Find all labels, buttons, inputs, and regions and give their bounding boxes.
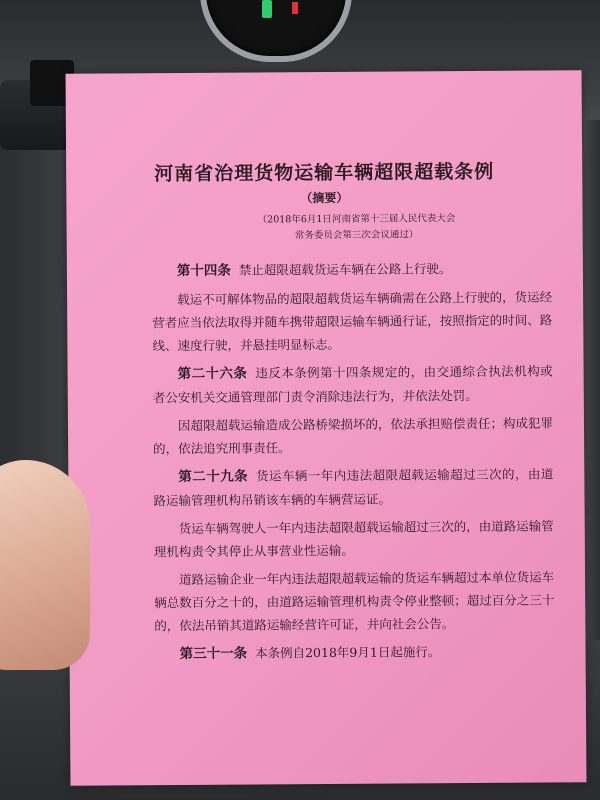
paragraph-text: 本条例自2018年9月1日起施行。 [255, 644, 441, 661]
article-label: 第二十九条 [178, 468, 249, 486]
paragraph-text: 道路运输企业一年内违法超限超载运输的货运车辆超过本单位货运车辆总数百分之十的，由道路运输管理机构责令停业整顿；超过百分之三十的，依法吊销其道路运输经营许可证，并向社会公告。 [154, 569, 555, 634]
paragraph-text: 违反本条例第十四条规定的，由交通综合执法机构或者公安机关交通管理部门责令消除违法行为，并依法处罚。 [152, 363, 553, 406]
article-label: 第三十一条 [179, 645, 248, 663]
gauge-indicator-green [262, 0, 272, 18]
paragraph [154, 514, 554, 563]
adoption-note-line1: （2018年6月1日河南省第十三届人民代表大会 [257, 213, 456, 226]
paragraph-text: 载运不可解体物品的超限超载货运车辆确需在公路上行驶的，货运经营者应当依法取得并随车携带超限运输车辆通行证，按照指定的时间、路线、速度行驶，并悬挂明显标志。 [152, 289, 553, 354]
paragraph-text: 因超限超载运输造成公路桥梁损坏的，依法承担赔偿责任；构成犯罪的，依法追究刑事责任。 [153, 415, 554, 457]
document-subtitle: （摘要） [300, 190, 349, 206]
adoption-note [206, 211, 506, 245]
paragraph [153, 462, 553, 512]
paragraph [154, 639, 554, 666]
paragraph-text: 禁止超限超载货运车辆在公路上行驶。 [238, 261, 452, 278]
document-body [152, 256, 555, 671]
paragraph [153, 411, 553, 460]
adoption-note-line2: 常务委员会第三次会议通过） [294, 229, 419, 242]
paragraph [152, 285, 552, 357]
paragraph-text: 货运车辆一年内违法超限超载运输超过三次的，由道路运输管理机构吊销该车辆的车辆营运证。 [153, 466, 554, 509]
gauge-indicator-red [292, 2, 298, 14]
holding-thumb [0, 460, 90, 670]
paragraph [153, 359, 553, 409]
pink-document-sheet [66, 70, 587, 786]
paragraph [154, 565, 554, 637]
document-title: 河南省治理货物运输车辆超限超载条例 [154, 160, 495, 186]
paragraph-text: 货运车辆驾驶人一年内违法超限超载运输超过三次的，由道路运输管理机构责令其停止从事营业性运输。 [153, 518, 554, 560]
article-label: 第十四条 [176, 262, 231, 280]
article-label: 第二十六条 [177, 365, 248, 383]
paragraph [152, 256, 552, 283]
